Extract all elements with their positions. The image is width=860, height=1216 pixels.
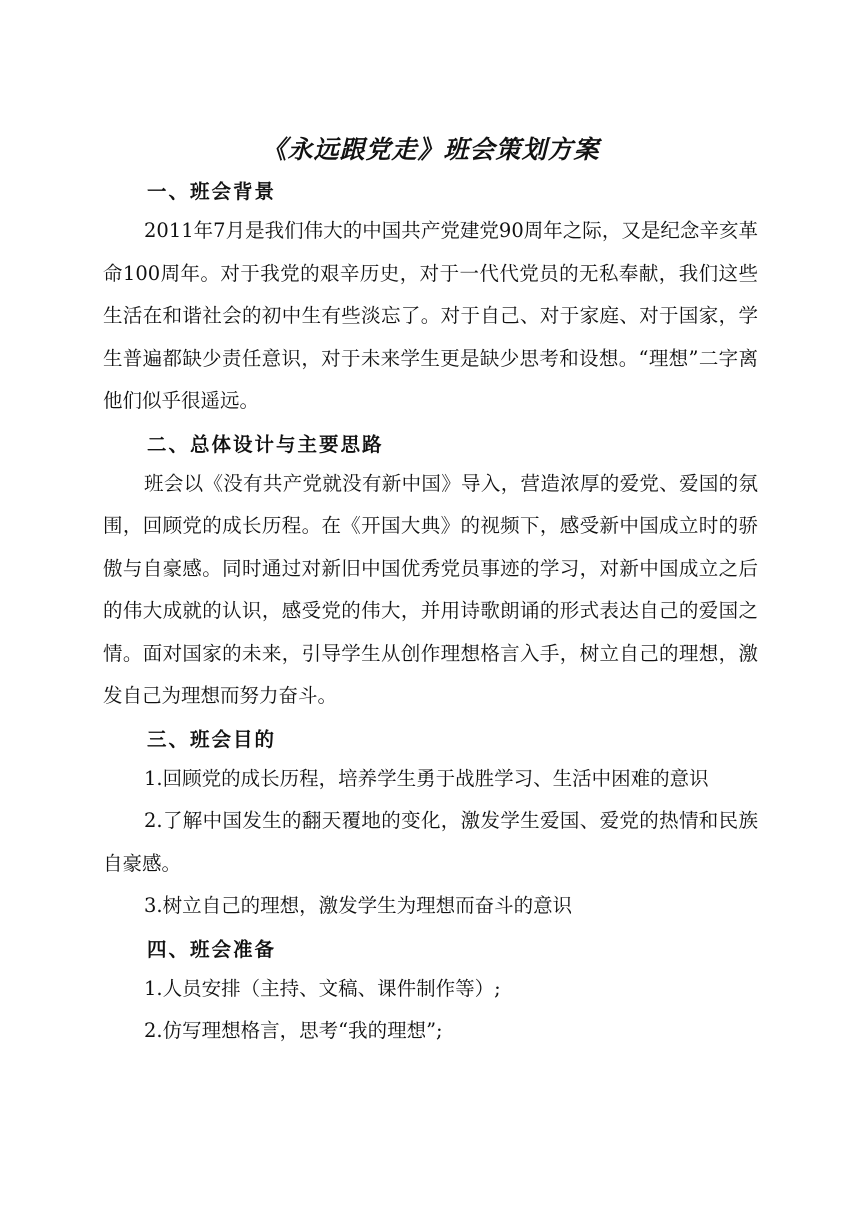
section-background (103, 178, 758, 423)
list-item: 3.树立自己的理想，激发学生为理想而奋斗的意识 (144, 894, 573, 917)
section-goals (103, 726, 758, 928)
section-heading: 一、班会背景 (147, 180, 277, 203)
document-page (103, 130, 758, 1053)
section-design (103, 431, 758, 718)
document-title: 《永远跟党走》班会策划方案 (261, 135, 600, 164)
section-heading: 二、总体设计与主要思路 (147, 432, 384, 456)
list-item: 1.人员安排（主持、文稿、课件制作等）; (144, 976, 501, 1000)
section-paragraph: 班会以《没有共产党就没有新中国》导入，营造浓厚的爱党、爱国的氛围，回顾党的成长历程。在《开国大典》的视频下，感受新中国成立时的骄傲与自豪感。同时通过对新旧中国优秀党员事迹的学习，对新中国成立之后的伟大成就的认识，感受党的伟大，并用诗歌朗诵的形式表达自己的爱国之情。面对国家的未来，引导学生从创作理想格言入手，树立自己的理想，激发自己为理想而努力奋斗。 (103, 471, 758, 707)
section-paragraph: 2011年7月是我们伟大的中国共产党建党90周年之际，又是纪念辛亥革命100周年。对于我党的艰辛历史，对于一代代党员的无私奉献，我们这些生活在和谐社会的初中生有些淡忘了。对于自己、对于家庭、对于国家，学生普遍都缺少责任意识，对于未来学生更是缺少思考和设想。“理想”二字离他们似乎很遥远。 (103, 219, 758, 412)
list-item: 2.仿写理想格言，思考“我的理想”; (144, 1019, 443, 1042)
list-item: 2.了解中国发生的翻天覆地的变化，激发学生爱国、爱党的热情和民族自豪感。 (103, 809, 758, 875)
list-item: 1.回顾党的成长历程，培养学生勇于战胜学习、生活中困难的意识 (144, 766, 709, 790)
section-heading: 四、班会准备 (147, 937, 277, 961)
section-preparation (103, 936, 758, 1053)
section-heading: 三、班会目的 (147, 727, 277, 751)
